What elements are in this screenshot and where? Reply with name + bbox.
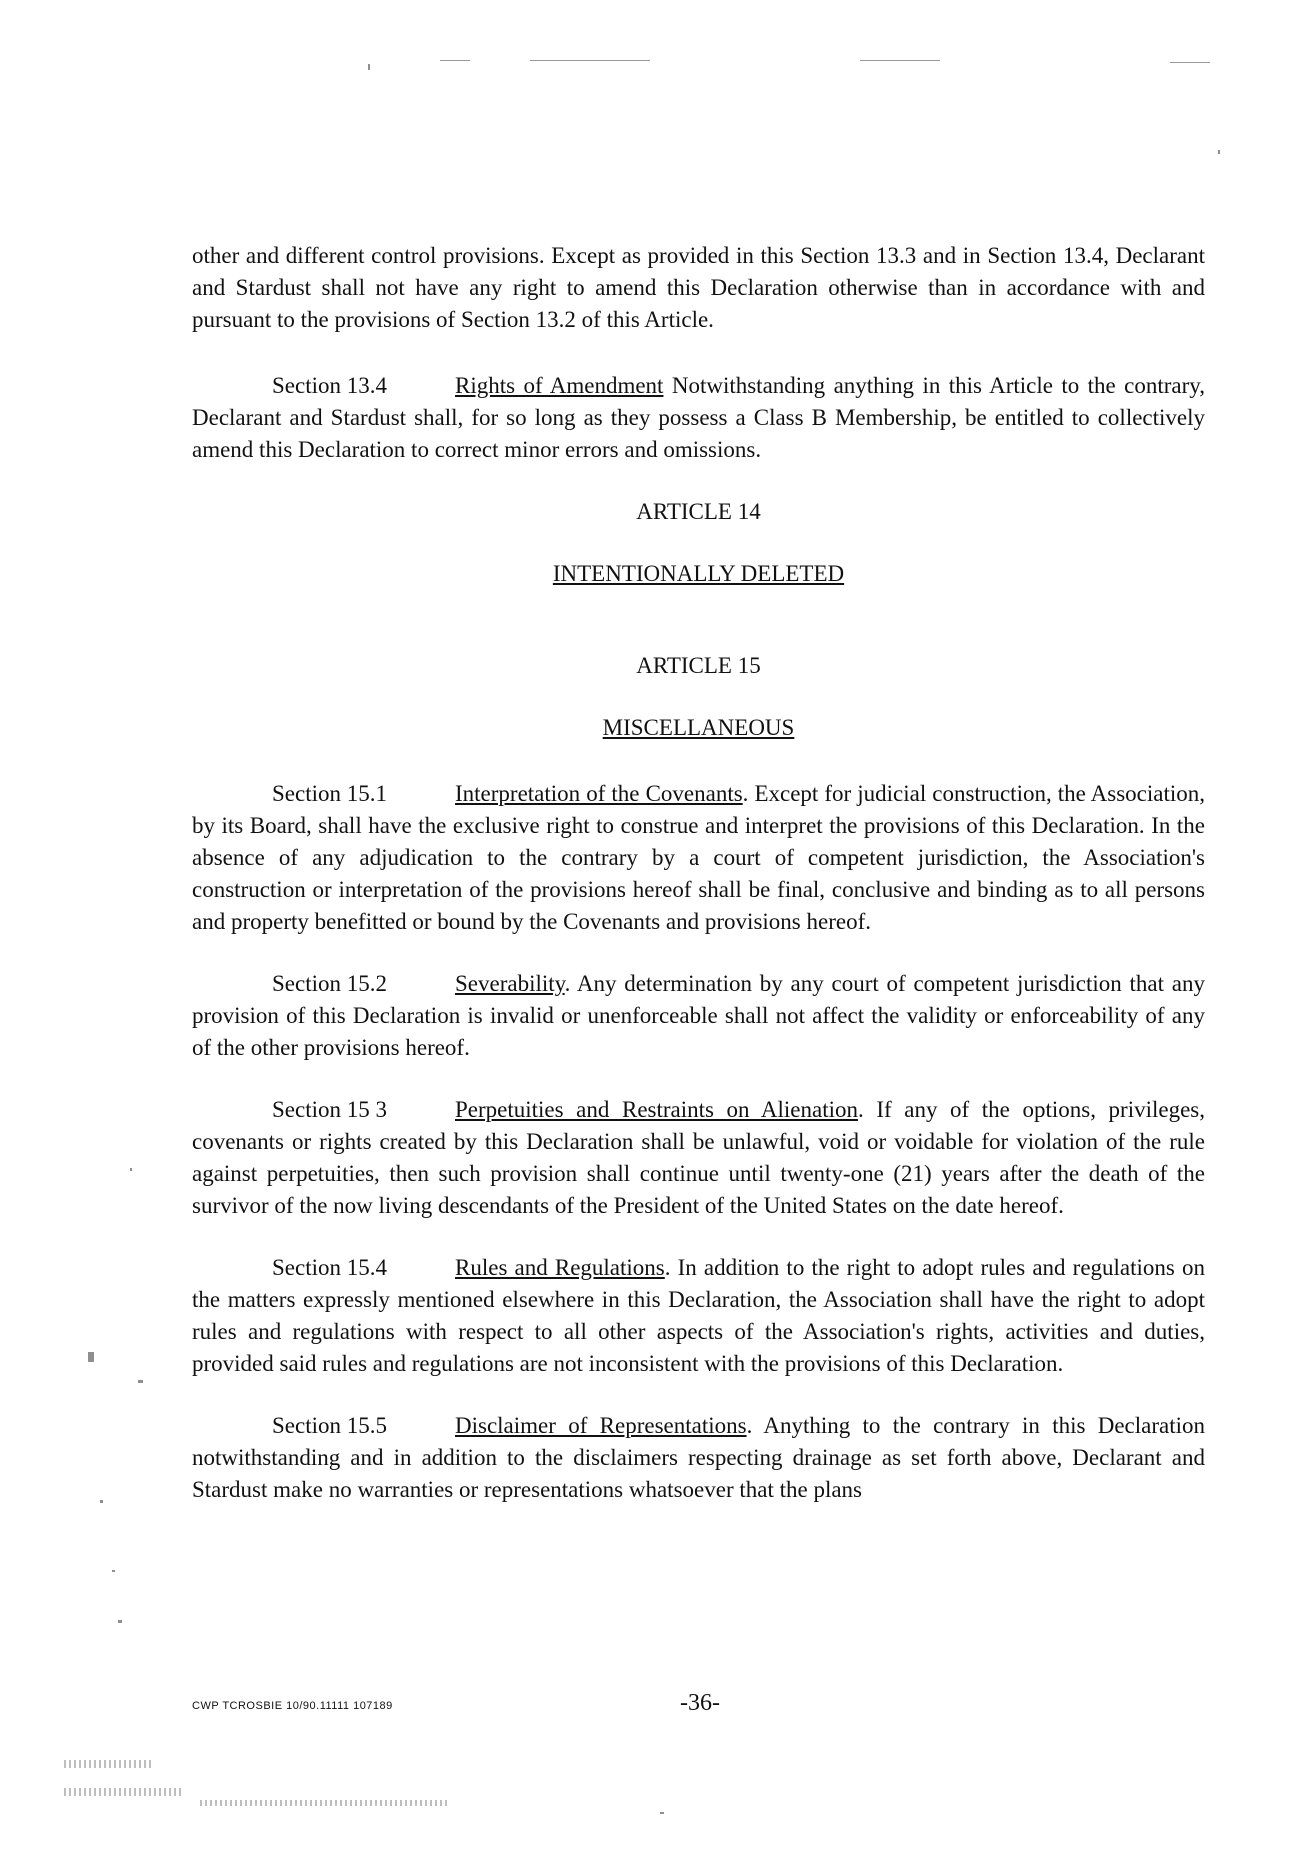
section-text: . If any of the options, privileges, covenants or rights created by this Declaration shall be unlawful, void or voidable for violation of the rule against perpetuities, then such provision shall continue until twenty-one (21) years after the death of the survivor of the now living descendants of the President of the United States on the date hereof. (192, 1097, 1206, 1218)
scan-artifact (860, 60, 940, 61)
section-15-2 (192, 968, 1205, 1064)
section-text: . Any determination by any court of competent jurisdiction that any provision of this Declaration is invalid or unenforceable shall not affect the validity or enforceability of any of the other provisions hereof. (192, 971, 1205, 1060)
document-body (192, 240, 1205, 1536)
section-15-3 (192, 1094, 1205, 1222)
scan-artifact (368, 64, 370, 70)
section-title: Rights of Amendment (455, 373, 664, 398)
scan-artifact (64, 1760, 154, 1768)
article-15-number: ARTICLE 15 (636, 653, 761, 678)
scan-artifact (64, 1788, 184, 1796)
section-title: Rules and Regulations (455, 1255, 665, 1280)
section-label: Section 15.1 (272, 781, 387, 806)
intro-paragraph: other and different control provisions. Except as provided in this Section 13.3 and in Section 13.4, Declarant and Stardust shall not have any right to amend this Declaration otherwise than in accordance with and pursuant to the provisions of Section 13.2 of this Article. (192, 243, 1205, 332)
section-text: . Except for judicial construction, the Association, by its Board, shall have the exclusive right to construe and interpret the provisions of this Declaration. In the absence of any adjudication to the contrary by a court of competent jurisdiction, the Association's construction or interpretation of the provisions hereof shall be final, conclusive and binding as to all persons and property benefitted or bound by the Covenants and provisions hereof. (192, 781, 1205, 934)
scan-artifact (1218, 150, 1220, 154)
scan-artifact (118, 1620, 122, 1623)
section-label: Section 15.4 (272, 1255, 387, 1280)
article-14-title: INTENTIONALLY DELETED (552, 561, 845, 586)
scan-artifact (440, 60, 470, 61)
scan-artifact (530, 60, 650, 61)
page-number: -36- (680, 1690, 720, 1716)
article-15-title: MISCELLANEOUS (602, 715, 795, 740)
section-label: Section 13.4 (272, 373, 387, 398)
section-15-5 (192, 1410, 1205, 1506)
section-title: Perpetuities and Restraints on Alienation (455, 1097, 858, 1122)
scan-artifact (200, 1800, 450, 1806)
section-title: Disclaimer of Representations (455, 1413, 747, 1438)
section-text: Notwithstanding anything in this Article to the contrary, Declarant and Stardust shall, for so long as they possess a Class B Membership, be entitled to collectively amend this Declaration to correct minor errors and omissions. (192, 373, 1205, 462)
footer-document-code: CWP TCROSBIE 10/90.11111 107189 (192, 1700, 393, 1712)
section-text: . Anything to the contrary in this Declaration notwithstanding and in addition to the disclaimers respecting drainage as set forth above, Declarant and Stardust make no warranties or representations whatsoever that the plans (192, 1413, 1205, 1502)
scan-artifact (88, 1352, 94, 1362)
scan-artifact (138, 1380, 143, 1383)
section-15-4 (192, 1252, 1205, 1380)
section-15-1 (192, 778, 1205, 938)
scan-artifact (1170, 62, 1210, 63)
section-label: Section 15.2 (272, 971, 387, 996)
scan-artifact (660, 1812, 664, 1814)
section-label: Section 15 3 (272, 1097, 387, 1122)
article-14-number: ARTICLE 14 (636, 499, 761, 524)
scan-artifact (100, 1500, 103, 1503)
section-title: Severability (455, 971, 565, 996)
scan-artifact (130, 1168, 132, 1171)
section-title: Interpretation of the Covenants (455, 781, 743, 806)
scan-artifact (112, 1570, 115, 1572)
section-label: Section 15.5 (272, 1413, 387, 1438)
section-13-4 (192, 370, 1205, 466)
section-text: . In addition to the right to adopt rules and regulations on the matters expressly mentioned elsewhere in this Declaration, the Association shall have the right to adopt rules and regulations with respect to all other aspects of the Association's rights, activities and duties, provided said rules and regulations are not inconsistent with the provisions of this Declaration. (192, 1255, 1205, 1376)
